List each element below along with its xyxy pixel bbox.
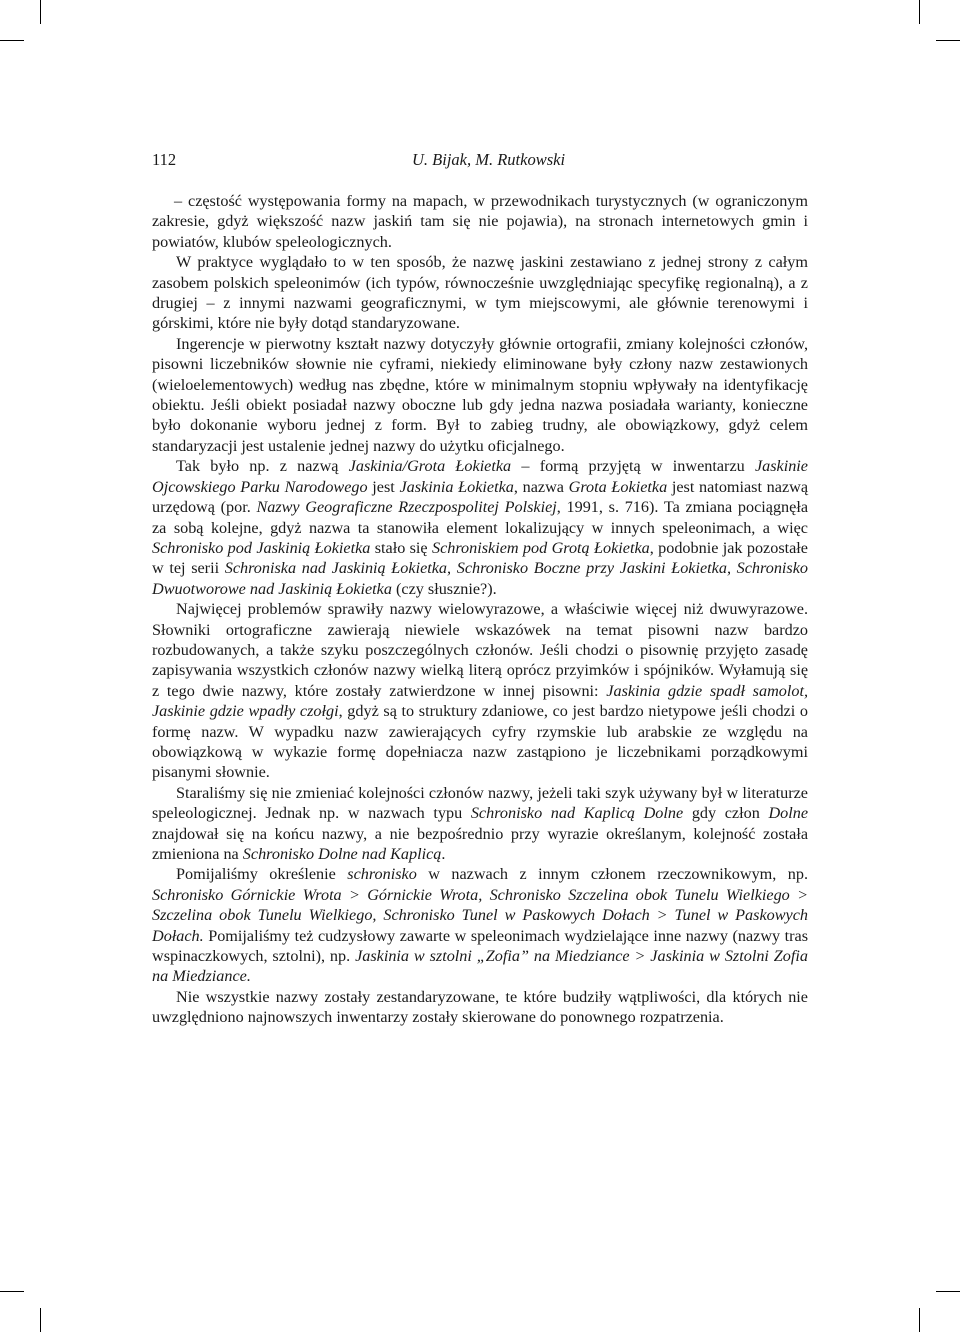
italic-text-run: Jaskinia gdzie spadł samolot, Jaskinie gdzie wpadły czołgi xyxy=(152,681,808,721)
italic-text-run: Schroniskiem pod Grotą Łokietka xyxy=(431,538,650,557)
italic-text-run: schronisko xyxy=(347,865,417,884)
body-paragraph xyxy=(152,334,808,456)
text-run: . xyxy=(441,845,446,863)
text-run: gdy człon xyxy=(683,804,769,823)
italic-text-run: Schronisko nad Kaplicą Dolne xyxy=(470,804,684,823)
italic-text-run: Schroniska nad Jaskinią Łokietka, Schronisko Boczne przy Jaskini Łokietka, Schronisko Dwuotworowe nad Jaskinią Łokietka xyxy=(152,559,808,598)
crop-mark-top-right-vertical xyxy=(919,0,920,24)
crop-mark-bottom-left-horizontal xyxy=(0,1291,24,1292)
italic-text-run: Schronisko pod Jaskinią Łokietka xyxy=(152,538,371,557)
text-run: jest xyxy=(367,477,400,496)
text-run: Pomijaliśmy określenie xyxy=(176,865,348,884)
article-body xyxy=(152,191,808,1028)
italic-text-run: Nazwy Geograficzne Rzeczpospolitej Polskiej xyxy=(256,498,557,517)
text-run: Staraliśmy się nie zmieniać kolejności członów nazwy, jeżeli taki szyk używany był w literaturze speleologicznej. Jednak np. w nazwach typu xyxy=(152,783,808,823)
crop-mark-top-left-horizontal xyxy=(0,40,24,41)
running-head-authors: U. Bijak, M. Rutkowski xyxy=(412,150,566,169)
crop-mark-bottom-left-vertical xyxy=(40,1308,41,1332)
italic-text-run: Jaskinia/Grota Łokietka xyxy=(348,457,512,476)
text-run: Tak było np. z nazwą xyxy=(176,457,349,476)
crop-mark-bottom-right-vertical xyxy=(919,1308,920,1332)
body-paragraph xyxy=(152,987,808,1028)
crop-mark-bottom-right-horizontal xyxy=(936,1291,960,1292)
italic-text-run: Schronisko Górnickie Wrota > Górnickie Wrota, Schronisko Szczelina obok Tunelu Wielkiego > Szczelina obok Tunelu Wielkiego, Schronisko Tunel w Paskowych Dołach > Tunel w Paskowych Dołach. xyxy=(152,885,808,945)
text-run: W praktyce wyglądało to w ten sposób, że nazwę jaskini zestawiano z jednej strony z całym zasobem polskich speleonimów (ich typów, równocześnie uwzględniając specyfikę regionalną), a z drugiej – z innymi nazwami geograficznymi, w tym miejscowymi, ale głównie terenowymi i górskimi, które nie były dotąd standaryzowane. xyxy=(152,253,808,333)
text-run: , gdyż są to struktury zdaniowe, co jest bardzo nietypowe jeśli chodzi o formę nazw. W wypadku nazw zawierających cyfry rzymskie lub arabskie ze względu na obowiązkową w wykazie formę dopełniacza nazw zastąpiono je liczebnikami porządkowymi pisanymi słownie. xyxy=(152,702,808,782)
text-run: stało się xyxy=(370,538,432,557)
body-paragraph xyxy=(152,599,808,783)
page-header xyxy=(152,150,807,174)
text-run: Ingerencje w pierwotny kształt nazwy dotyczyły głównie ortografii, zmiany kolejności członów, pisowni liczebników słownie nie cyframi, niekiedy eliminowane były człony nazw zestawionych (wieloelementowych) według nas zbędne, które w minimalnym stopniu wpływały na identyfikację obiektu. Jeśli obiekt posiadał nazwy oboczne lub gdy jedna nazwa posiadała warianty, konieczne było dokonanie wyboru jednej z form. Był to zabieg trudny, ale obowiązkowy, gdyż celem standaryzacji jest ustalenie jednej nazwy do użytku oficjalnego. xyxy=(152,334,808,455)
text-run: , 1991, s. 716). Ta zmiana pociągnęła za sobą kolejne, gdyż nazwa ta stanowiła element lokalizujący w innych speleonimach, a więc xyxy=(152,498,809,537)
text-run: Nie wszystkie nazwy zostały zestandaryzowane, te które budziły wątpliwości, dla których nie uwzględniono najnowszych inwentarzy zostały skierowane do ponownego rozpatrzenia. xyxy=(152,987,808,1027)
text-run: Najwięcej problemów sprawiły nazwy wielowyrazowe, a właściwie więcej niż dwuwyrazowe. Słowniki ortograficzne zawierają niewiele wskazówek na temat pisowni nazw bardzo rozbudowanych, a także szyku poszczególnych członów. Jeśli chodzi o pisownię przyjęto zasadę zapisywania wszystkich członów nazwy wielką literą oprócz przyimków i spójników. Wyłamują się z tego dwie nazwy, które zostały zatwierdzone w innej pisowni: xyxy=(152,600,808,700)
text-run: (czy słusznie?). xyxy=(391,579,497,598)
italic-text-run: Jaskinia Łokietka xyxy=(399,477,514,496)
text-run: , podobnie jak pozostałe w tej serii xyxy=(152,538,808,578)
italic-text-run: Jaskinia w sztolni „Zofia” na Miedziance > Jaskinia w Sztolni Zofia na Miedziance. xyxy=(152,947,808,986)
text-run: – częstość występowania formy na mapach, w przewodnikach turystycznych (w ograniczonym zakresie, gdyż większość nazw jaskiń tam się nie pojawia), na stronach internetowych gmin i powiatów, klubów speleologicznych. xyxy=(152,192,808,251)
body-paragraph xyxy=(152,864,808,986)
italic-text-run: Schronisko Dolne nad Kaplicą xyxy=(242,845,442,863)
italic-text-run: Dolne xyxy=(768,804,808,823)
text-run: , nazwa xyxy=(513,477,569,496)
page-number: 112 xyxy=(152,150,177,169)
italic-text-run: Jaskinie Ojcowskiego Parku Narodowego xyxy=(152,457,808,496)
crop-mark-top-left-vertical xyxy=(40,0,41,24)
body-paragraph xyxy=(152,783,808,865)
italic-text-run: Grota Łokietka xyxy=(568,477,668,496)
body-paragraph xyxy=(152,252,808,334)
text-run: jest natomiast nazwą urzędową (por. xyxy=(152,477,809,517)
text-run: Pomijaliśmy też cudzysłowy zawarte w speleonimach wydzielające inne nazwy (nazwy tras wspinaczkowych, sztolni), np. xyxy=(152,926,808,966)
body-paragraph xyxy=(152,191,808,252)
crop-mark-top-right-horizontal xyxy=(936,40,960,41)
text-run: w nazwach z innym członem rzeczownikowym, np. xyxy=(416,865,808,884)
text-run: znajdował się na końcu nazwy, a nie bezpośrednio przy wyrazie określanym, kolejność została zmieniona na xyxy=(152,824,808,863)
text-run: – formą przyjętą w inwentarzu xyxy=(511,457,755,476)
body-paragraph xyxy=(152,456,808,599)
